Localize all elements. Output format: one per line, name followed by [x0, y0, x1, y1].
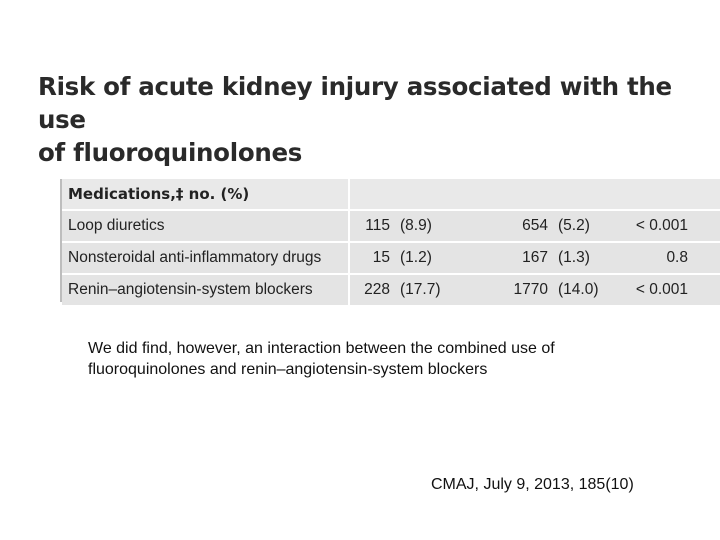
- case-percent: (17.7): [390, 274, 490, 306]
- slide-title-line-2: of fluoroquinolones: [38, 138, 303, 167]
- p-value: < 0.001: [618, 274, 720, 306]
- case-percent: (8.9): [390, 210, 490, 242]
- table-row: [62, 274, 720, 306]
- medication-name: Nonsteroidal anti-inflammatory drugs: [62, 242, 349, 274]
- table-header-row: [62, 179, 720, 210]
- control-count: 654: [490, 210, 548, 242]
- table-header-label: Medications,‡ no. (%): [62, 179, 349, 210]
- p-value: < 0.001: [618, 210, 720, 242]
- control-percent: (5.2): [548, 210, 618, 242]
- body-text-line-2: fluoroquinolones and renin–angiotensin-system blockers: [88, 361, 488, 378]
- control-percent: (1.3): [548, 242, 618, 274]
- table-row: [62, 210, 720, 242]
- case-percent: (1.2): [390, 242, 490, 274]
- control-count: 167: [490, 242, 548, 274]
- body-text-line-1: We did find, however, an interaction between the combined use of: [88, 340, 555, 357]
- control-percent: (14.0): [548, 274, 618, 306]
- medications-table: [60, 179, 688, 302]
- citation: CMAJ, July 9, 2013, 185(10): [431, 476, 634, 493]
- case-count: 15: [349, 242, 390, 274]
- slide-title: [38, 70, 698, 169]
- case-count: 115: [349, 210, 390, 242]
- p-value: 0.8: [618, 242, 720, 274]
- body-text: [88, 338, 688, 380]
- medication-name: Renin–angiotensin-system blockers: [62, 274, 349, 306]
- medication-name: Loop diuretics: [62, 210, 349, 242]
- slide-title-line-1: Risk of acute kidney injury associated with the use: [38, 72, 672, 134]
- case-count: 228: [349, 274, 390, 306]
- table-row: [62, 242, 720, 274]
- control-count: 1770: [490, 274, 548, 306]
